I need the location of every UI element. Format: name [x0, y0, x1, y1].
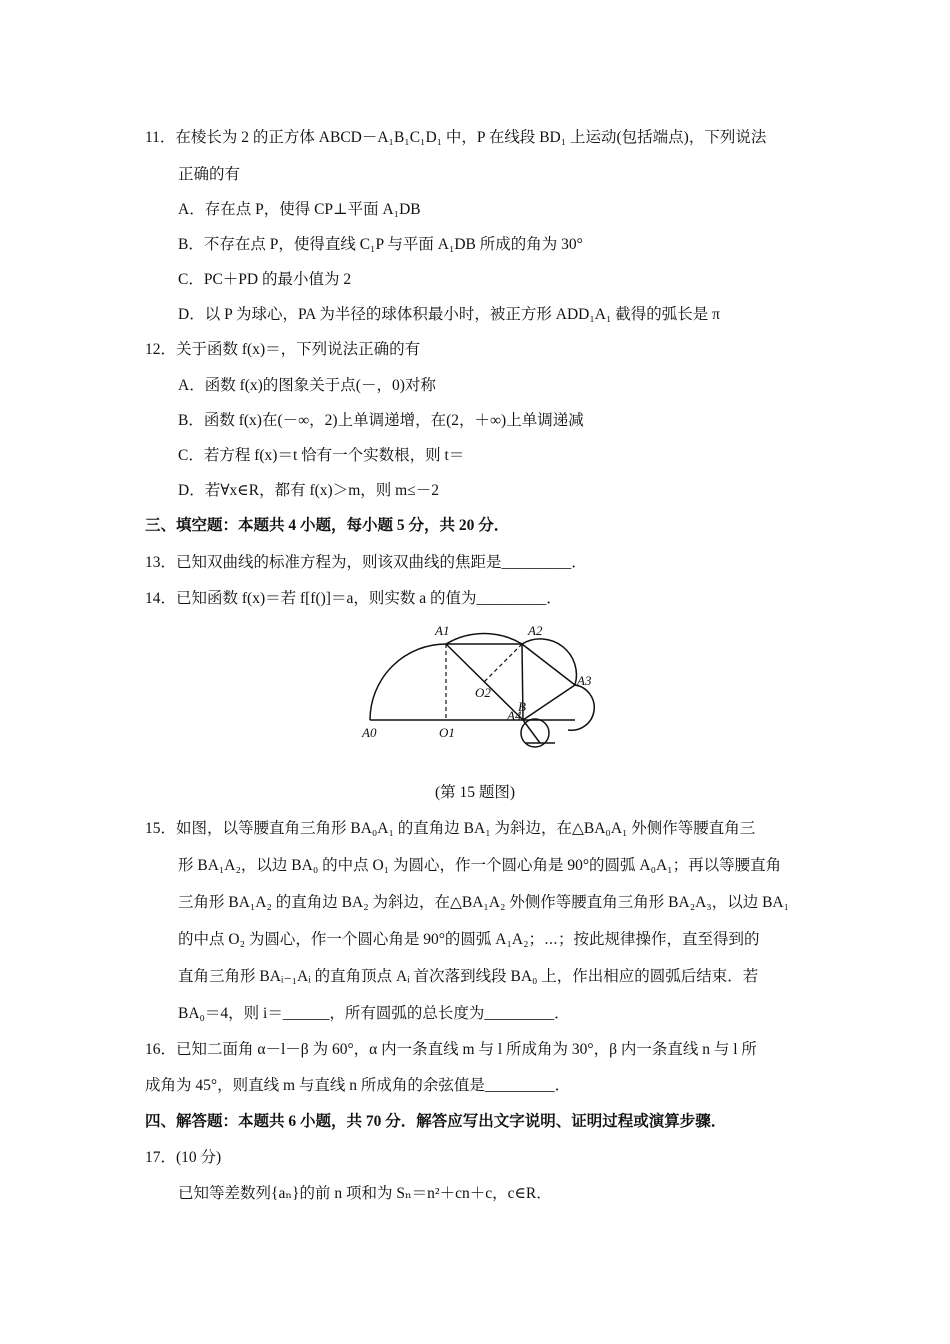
- label-o2: O2: [475, 685, 491, 700]
- q15-figure: [355, 615, 595, 755]
- q15-line3: 三角形 BA₁A₂ 的直角边 BA₂ 为斜边，在△BA₁A₂ 外侧作等腰直角三角形 BA₂A₃，以边 BA₁: [178, 894, 790, 911]
- q11-stem-line2: 正确的有: [178, 166, 241, 183]
- q15-line2: 形 BA₁A₂，以边 BA₀ 的中点 O₁ 为圆心，作一个圆心角是 90°的圆弧 A₀A₁；再以等腰直角: [178, 857, 782, 874]
- q13: 13．已知双曲线的标准方程为，则该双曲线的焦距是_________．: [145, 554, 587, 571]
- arc-a3-a4: [568, 685, 594, 730]
- q12-option-a: A．函数 f(x)的图象关于点(－，0)对称: [178, 377, 436, 394]
- q12-option-c: C．若方程 f(x)＝t 恰有一个实数根，则 t＝: [178, 447, 465, 464]
- q17-number: 17．(10 分): [145, 1149, 222, 1166]
- label-b: B: [518, 699, 526, 714]
- q11-option-a: A．存在点 P，使得 CP⊥平面 A₁DB: [178, 201, 421, 218]
- label-o1: O1: [439, 725, 455, 740]
- q16-line2: 成角为 45°，则直线 m 与直线 n 所成角的余弦值是_________．: [145, 1077, 571, 1094]
- q12-stem: 12．关于函数 f(x)＝，下列说法正确的有: [145, 341, 421, 358]
- label-a0: A0: [362, 725, 377, 740]
- segment-b-inner: [523, 720, 540, 743]
- label-a4: A4: [507, 708, 522, 723]
- q11-option-d: D．以 P 为球心，PA 为半径的球体积最小时，被正方形 ADD₁A₁ 截得的弧长是 π: [178, 306, 720, 323]
- label-a3: A3: [577, 673, 592, 688]
- segment-a3-b: [523, 685, 575, 720]
- arc-a1-a2: [446, 633, 522, 644]
- q15-line4: 的中点 O₂ 为圆心，作一个圆心角是 90°的圆弧 A₁A₂；⋯；按此规律操作，直至得到的: [178, 931, 760, 948]
- q11-stem-line1: 11．在棱长为 2 的正方体 ABCD－A₁B₁C₁D₁ 中，P 在线段 BD₁ 上运动(包括端点)，下列说法: [145, 129, 767, 146]
- dashed-a2-o2: [484, 644, 522, 682]
- q15-line5: 直角三角形 BAᵢ₋₁Aᵢ 的直角顶点 Aᵢ 首次落到线段 BA₀ 上，作出相应的圆弧后结束．若: [178, 968, 759, 985]
- arc-a2-a3: [522, 639, 576, 685]
- q12-option-d: D．若∀x∈R，都有 f(x)＞m，则 m≤－2: [178, 482, 439, 499]
- q14: 14．已知函数 f(x)＝若 f[f()]＝a，则实数 a 的值为_________．: [145, 590, 562, 607]
- figure-caption: (第 15 题图): [434, 784, 516, 801]
- q16-line1: 16．已知二面角 α－l－β 为 60°，α 内一条直线 m 与 l 所成角为 30°，β 内一条直线 n 与 l 所: [145, 1041, 757, 1058]
- section4-heading: 四、解答题：本题共 6 小题，共 70 分．解答应写出文字说明、证明过程或演算步骤．: [145, 1113, 727, 1130]
- q12-option-b: B．函数 f(x)在(－∞，2)上单调递增，在(2，＋∞)上单调递减: [178, 412, 584, 429]
- q11-option-c: C．PC＋PD 的最小值为 2: [178, 271, 352, 288]
- section3-heading: 三、填空题：本题共 4 小题，每小题 5 分，共 20 分．: [145, 517, 510, 534]
- q11-option-b: B．不存在点 P，使得直线 C₁P 与平面 A₁DB 所成的角为 30°: [178, 236, 583, 253]
- label-a2: A2: [528, 623, 543, 638]
- q15-line6: BA₀＝4，则 i＝______，所有圆弧的总长度为_________．: [178, 1005, 570, 1022]
- q17-stem: 已知等差数列{aₙ}的前 n 项和为 Sₙ＝n²＋cn＋c，c∈R．: [178, 1185, 552, 1202]
- label-a1: A1: [435, 623, 450, 638]
- arc-a0-a1: [370, 644, 446, 720]
- q15-line1: 15．如图，以等腰直角三角形 BA₀A₁ 的直角边 BA₁ 为斜边，在△BA₀A₁ 外侧作等腰直角三: [145, 820, 756, 837]
